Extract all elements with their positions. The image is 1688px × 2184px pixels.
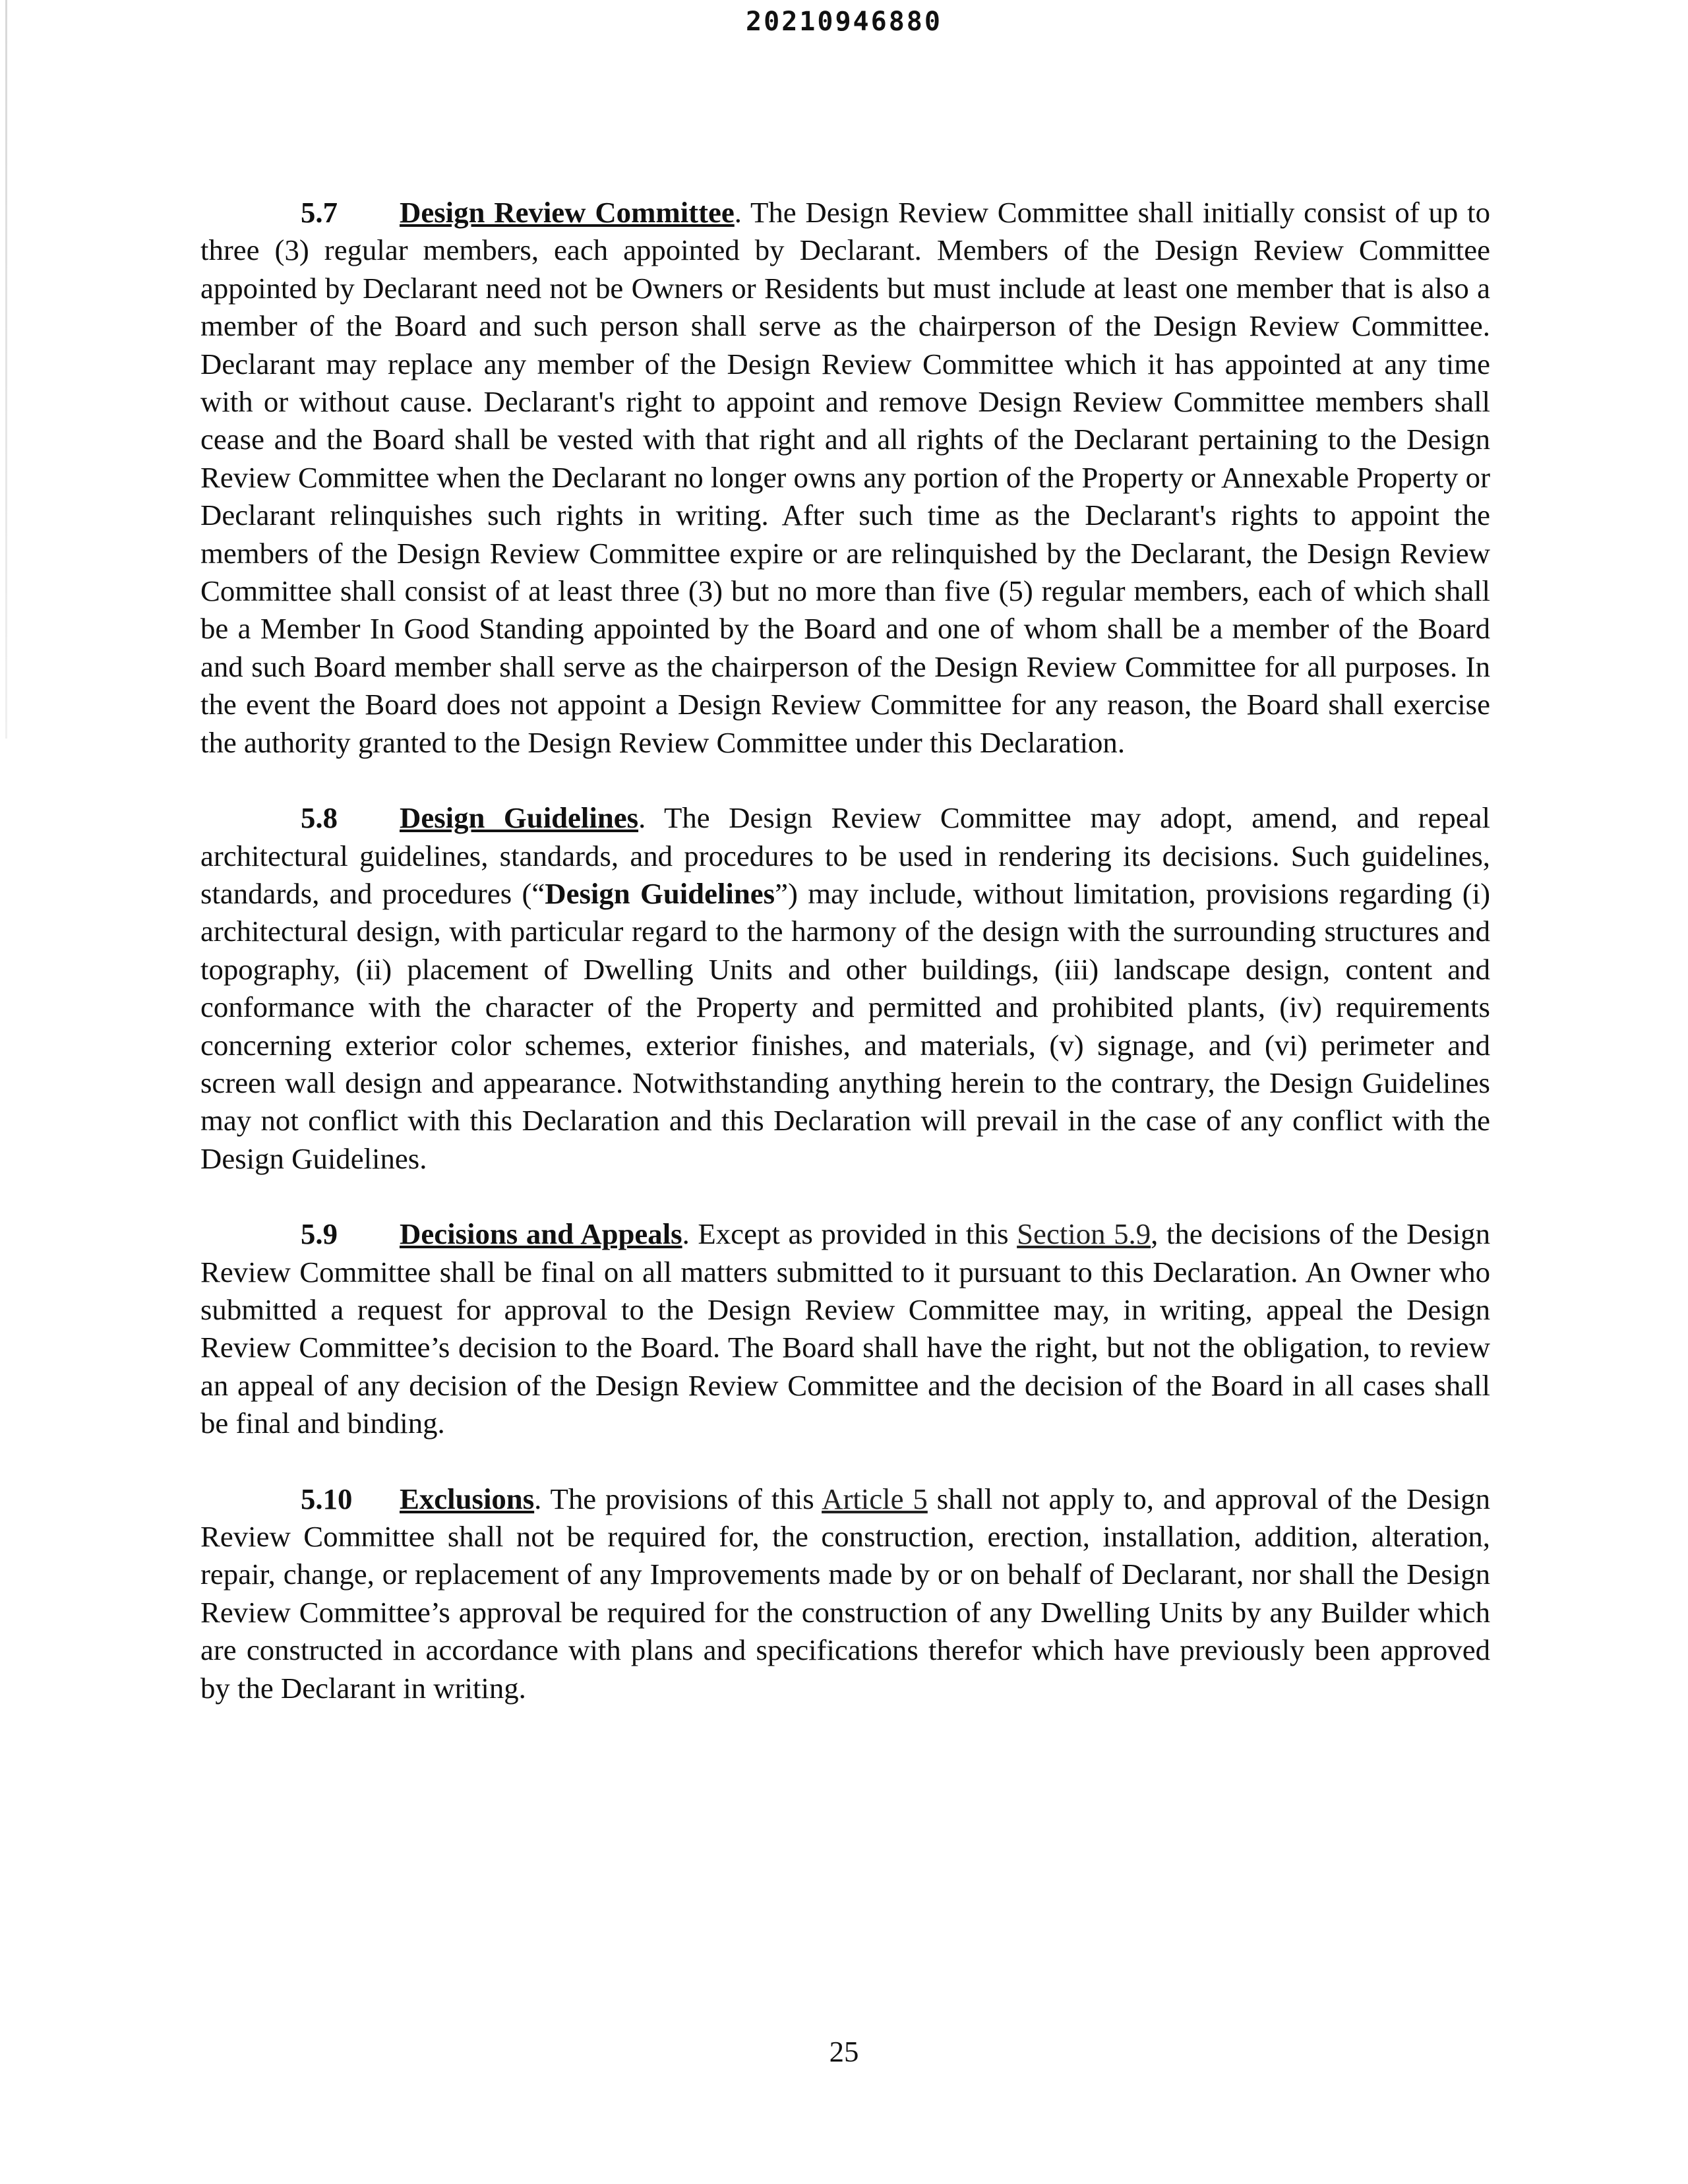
section-text: . Except as provided in this [682,1217,1017,1251]
document-number: 20210946880 [746,7,942,37]
section-number: 5.9 [301,1217,338,1251]
section-heading: Decisions and Appeals [400,1217,682,1251]
section-paragraph [200,1480,1490,1707]
document-body [200,194,1490,1745]
section-heading: Design Guidelines [400,801,639,835]
section-text: . The provisions of this [534,1482,822,1515]
scan-edge-line [5,0,7,739]
section-heading: Design Review Committee [400,196,735,229]
section-heading: Exclusions [400,1482,535,1515]
section-paragraph [200,799,1490,1178]
section-text: , the decisions of the Design Review Committee shall be final on all matters submitted to it pursuant to this Declaration. An Owner who submitted a request for approval to the Design Review Committee may, in writing, appeal the Design Review Committee’s decision to the Board. The Board shall have the right, but not the obligation, to review an appeal of any decision of the Design Review Committee and the decision of the Board in all cases shall be final and binding. [200,1217,1490,1440]
section-number: 5.10 [301,1482,353,1515]
section-text: ”) may include, without limitation, provisions regarding (i) architectural design, with particular regard to the harmony of the design with the surrounding structures and topography, (ii) placement of Dwelling Units and other buildings, (iii) landscape design, content and conformance with the character of the Property and permitted and prohibited plants, (iv) requirements concerning exterior color schemes, exterior finishes, and materials, (v) signage, and (vi) perimeter and screen wall design and appearance. Notwithstanding anything herein to the contrary, the Design Guidelines may not conflict with this Declaration and this Declaration will prevail in the case of any conflict with the Design Guidelines. [200,876,1491,1175]
section-text: shall not apply to, and approval of the Design Review Committee shall not be required for, the construction, erection, installation, addition, alteration, repair, change, or replacement of any Improvements made by or on behalf of Declarant, nor shall the Design Review Committee’s approval be required for the construction of any Dwelling Units by any Builder which are constructed in accordance with plans and specifications therefor which have previously been approved by the Declarant in writing. [200,1482,1490,1705]
defined-term: Design Guidelines [545,876,775,910]
section-paragraph [200,1215,1490,1442]
section-5-10 [200,1480,1490,1707]
section-text: . The Design Review Committee shall initially consist of up to three (3) regular members, each appointed by Declarant. Members of the Design Review Committee appointed by Declarant need not be Owners or Residents but must include at least one member that is also a member of the Board and such person shall serve as the chairperson of the Design Review Committee. Declarant may replace any member of the Design Review Committee which it has appointed at any time with or without cause. Declarant's right to appoint and remove Design Review Committee members shall cease and the Board shall be vested with that right and all rights of the Declarant pertaining to the Design Review Committee when the Declarant no longer owns any portion of the Property or Annexable Property or Declarant relinquishes such rights in writing. After such time as the Declarant's rights to appoint the members of the Design Review Committee expire or are relinquished by the Declarant, the Design Review Committee shall consist of at least three (3) but no more than five (5) regular members, each of which shall be a Member In Good Standing appointed by the Board and one of whom shall be a member of the Board and such Board member shall serve as the chairperson of the Design Review Committee for all purposes. In the event the Board does not appoint a Design Review Committee for any reason, the Board shall exercise the authority granted to the Design Review Committee under this Declaration. [200,196,1490,759]
section-reference-link[interactable]: Section 5.9 [1017,1217,1151,1251]
article-reference-link[interactable]: Article 5 [822,1482,928,1515]
section-number: 5.8 [301,801,338,835]
section-5-7 [200,194,1490,762]
page-number: 25 [829,2035,859,2068]
section-number: 5.7 [301,196,338,229]
section-paragraph [200,194,1490,762]
section-5-8 [200,799,1490,1178]
section-5-9 [200,1215,1490,1442]
section-text: . The Design Review Committee may adopt, amend, and repeal architectural guidelines, standards, and procedures to be used in rendering its decisions. Such guidelines, standards, and procedures (“ [200,801,1491,910]
